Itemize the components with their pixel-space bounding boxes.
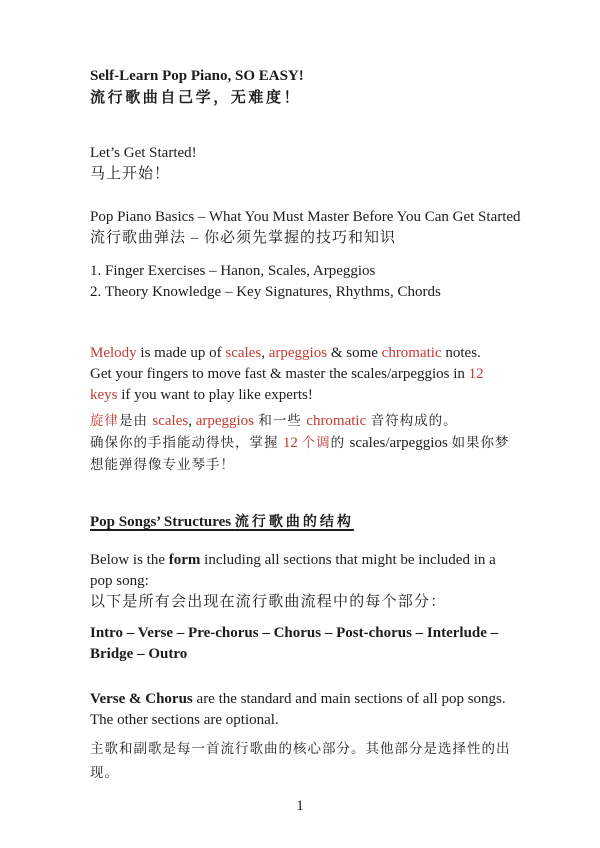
text-segment: keys <box>90 387 118 403</box>
text-segment: Pop Songs’ Structures <box>90 514 235 530</box>
basics-heading-chinese: 流行歌曲弹法 – 你必须先掌握的技巧和知识 <box>90 230 397 246</box>
list-item-text: Theory Knowledge – Key Signatures, Rhythms, Chords <box>105 284 441 300</box>
text-segment: 主歌和副歌是每一首流行歌曲的核心部分。其他部分是选择性的出 <box>90 741 511 756</box>
text-segment: 想能弹得像专业琴手！ <box>90 457 235 472</box>
text-segment: & some <box>327 345 382 361</box>
text-segment: Bridge – Outro <box>90 646 188 662</box>
text-segment: Melody <box>90 345 137 361</box>
text-segment: Get your fingers to move fast & master the scales/arpeggios in <box>90 366 469 382</box>
text-segment: chromatic <box>381 345 442 361</box>
melody-paragraph-english <box>90 343 516 406</box>
form-intro-chinese: 以下是所有会出现在流行歌曲流程中的每个部分： <box>90 594 447 610</box>
lets-get-started-chinese: 马上开始！ <box>90 166 171 182</box>
lets-get-started-english: Let’s Get Started! <box>90 145 197 161</box>
text-segment: pop song: <box>90 573 149 589</box>
text-segment: The other sections are optional. <box>90 712 279 728</box>
form-intro-english <box>90 550 516 592</box>
text-segment: 确保你的手指能动得快，掌握 <box>90 435 283 450</box>
text-segment: scales <box>152 413 189 429</box>
basics-heading-english: Pop Piano Basics – What You Must Master Before You Can Get Started <box>90 209 521 225</box>
text-segment: 是由 <box>119 413 153 428</box>
numbered-list <box>90 261 516 303</box>
text-segment: scales <box>225 345 262 361</box>
text-segment: 音符构成的。 <box>366 413 458 428</box>
text-segment: 12 <box>468 366 484 382</box>
doc-title-english: Self-Learn Pop Piano, SO EASY! <box>90 68 304 84</box>
pop-songs-structures-heading <box>90 512 516 533</box>
list-item-finger-exercises <box>90 261 516 282</box>
verse-chorus-paragraph-chinese <box>90 737 516 785</box>
verse-chorus-paragraph-english <box>90 689 516 731</box>
text-segment: are the standard and main sections of all pop songs. <box>192 691 506 707</box>
page-number: 1 <box>296 798 304 814</box>
song-sections-sequence <box>90 623 516 665</box>
text-segment: 12 <box>282 435 302 451</box>
text-segment: arpeggios <box>195 413 255 429</box>
text-segment: 的 <box>330 435 350 450</box>
list-item-theory-knowledge <box>90 282 516 303</box>
text-segment: , <box>188 413 196 429</box>
list-item-number: 1. <box>90 263 102 279</box>
text-segment: scales/arpeggios <box>349 435 452 451</box>
doc-title-chinese: 流行歌曲自己学，无难度！ <box>90 90 302 106</box>
text-segment: chromatic <box>306 413 367 429</box>
text-segment: 和一些 <box>254 413 307 428</box>
text-segment: 流行歌曲的结构 <box>234 515 354 530</box>
text-segment: is made up of <box>136 345 226 361</box>
text-segment: arpeggios <box>268 345 328 361</box>
text-segment: Intro – Verse – Pre-chorus – Chorus – Post-chorus – Interlude – <box>90 625 499 641</box>
text-segment: notes. <box>441 345 481 361</box>
text-segment: Verse & Chorus <box>90 691 193 707</box>
list-item-text: Finger Exercises – Hanon, Scales, Arpeggios <box>105 263 376 279</box>
text-segment: Below is the <box>90 552 169 568</box>
text-segment: including all sections that might be included in a <box>200 552 496 568</box>
text-segment: if you want to play like experts! <box>117 387 313 403</box>
text-segment: , <box>261 345 269 361</box>
text-segment: 现。 <box>90 765 119 780</box>
text-segment: form <box>168 552 201 568</box>
list-item-number: 2. <box>90 284 102 300</box>
melody-paragraph-chinese <box>90 410 516 476</box>
text-segment: 个调 <box>301 435 331 450</box>
text-segment: 旋律 <box>90 413 119 428</box>
text-segment: 如果你梦 <box>451 435 510 450</box>
